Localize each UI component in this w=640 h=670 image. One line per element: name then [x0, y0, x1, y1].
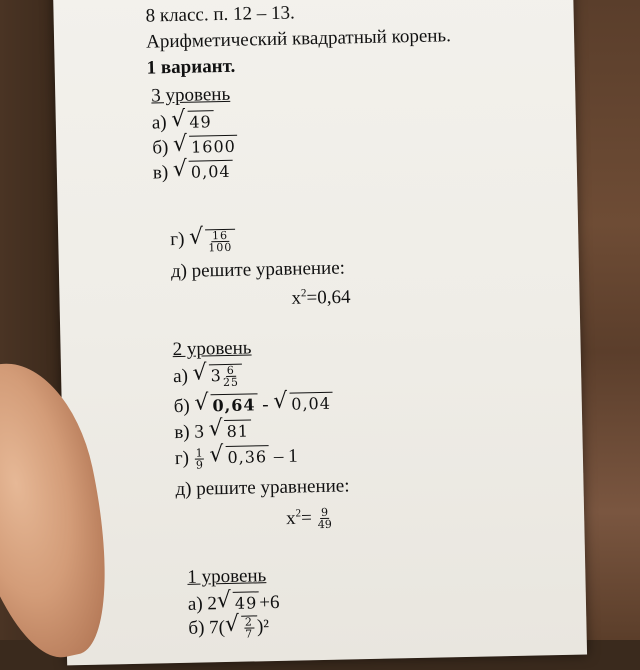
radicand: 0,04 — [289, 392, 333, 416]
radicand: 49 — [233, 591, 260, 615]
variant-title: 1 вариант. — [146, 55, 236, 79]
radical-icon: √ — [209, 442, 224, 468]
level2-item-d: д) решите уравнение: — [175, 475, 350, 501]
sqrt-expression — [172, 131, 238, 159]
eq-exponent: 2 — [300, 287, 307, 300]
radicand — [241, 615, 257, 639]
item-label: г) — [170, 228, 185, 251]
topic-title: Арифметический квадратный корень. — [145, 25, 452, 53]
tail: – 1 — [273, 445, 298, 467]
fraction-denominator: 9 — [195, 458, 204, 472]
level1-item-b — [188, 611, 270, 641]
radicand: 81 — [224, 419, 251, 443]
radical-icon: √ — [172, 131, 188, 158]
radical-icon: √ — [216, 587, 232, 614]
fraction-numerator: 2 — [244, 615, 254, 629]
sqrt-expression — [224, 611, 257, 641]
item-label: в) — [152, 162, 169, 184]
operator: - — [262, 394, 269, 416]
item-label: в) — [174, 421, 190, 444]
class-line: 8 класс. п. 12 – 13. — [145, 2, 295, 27]
sqrt-expression — [172, 156, 233, 184]
fraction-numerator: 6 — [226, 363, 235, 377]
fraction — [244, 616, 254, 639]
level3-item-b — [152, 131, 238, 160]
item-label: а) — [187, 593, 203, 615]
radical-icon: √ — [188, 224, 204, 250]
level2-title: 2 уровень — [172, 337, 252, 361]
radicand: 49 — [187, 110, 214, 134]
radical-icon: √ — [171, 106, 186, 133]
level3-item-g — [170, 224, 235, 254]
level2-item-b — [173, 388, 334, 418]
fraction — [223, 365, 239, 388]
eq-rhs: =0,64 — [306, 286, 351, 309]
sqrt-expression — [194, 390, 257, 417]
coefficient: 7( — [208, 617, 226, 639]
radicand: 1600 — [189, 135, 238, 159]
fraction-denominator: 7 — [245, 627, 254, 641]
item-label: г) — [174, 447, 190, 470]
radical-icon: √ — [272, 388, 288, 414]
sqrt-expression — [208, 416, 251, 443]
fraction-denominator: 100 — [208, 240, 233, 254]
tail: +6 — [259, 591, 280, 614]
sqrt-expression — [272, 388, 333, 416]
level3-item-d: д) решите уравнение: — [170, 257, 346, 283]
level2-equation — [286, 502, 333, 531]
radicand: 0,36 — [225, 445, 269, 469]
coefficient: 3 — [194, 421, 205, 443]
radical-icon: √ — [208, 416, 223, 442]
item-label: б) — [188, 617, 205, 639]
level3-item-v — [152, 156, 233, 185]
item-label: б) — [173, 395, 190, 418]
tail: )² — [256, 616, 270, 638]
radicand: 0,64 — [210, 393, 257, 417]
radical-icon: √ — [224, 611, 240, 638]
level1-title: 1 уровень — [187, 565, 267, 588]
level2-item-v — [174, 416, 251, 444]
item-label: а) — [151, 112, 167, 134]
fraction-denominator: 25 — [222, 375, 240, 390]
eq-variable: x — [291, 287, 302, 309]
level2-item-a — [172, 360, 242, 390]
fraction-numerator: 9 — [320, 506, 329, 520]
sqrt-expression — [188, 224, 236, 254]
radicand — [205, 228, 235, 253]
coefficient: 2 — [207, 593, 218, 615]
fraction-numerator: 16 — [211, 228, 229, 242]
mixed-whole: 3 — [210, 366, 223, 386]
radical-icon: √ — [192, 360, 207, 386]
radical-icon: √ — [194, 390, 209, 416]
fraction — [195, 448, 204, 471]
sqrt-expression — [192, 360, 242, 390]
radical-icon: √ — [172, 156, 188, 183]
sqrt-expression — [171, 106, 214, 134]
eq-sign: = — [300, 507, 313, 529]
eq-exponent: 2 — [295, 507, 302, 520]
fraction — [208, 229, 232, 252]
level2-item-g — [174, 442, 298, 472]
eq-variable: x — [285, 507, 296, 530]
item-label: б) — [152, 137, 169, 159]
radicand: 0,04 — [189, 160, 233, 184]
fraction-denominator: 49 — [317, 518, 332, 532]
fraction — [317, 507, 331, 530]
level3-title: 3 уровень — [151, 83, 231, 107]
level3-equation — [291, 281, 351, 310]
fraction-numerator: 1 — [195, 446, 203, 460]
radicand — [208, 364, 242, 389]
item-label: а) — [172, 365, 189, 388]
sqrt-expression — [209, 442, 269, 469]
